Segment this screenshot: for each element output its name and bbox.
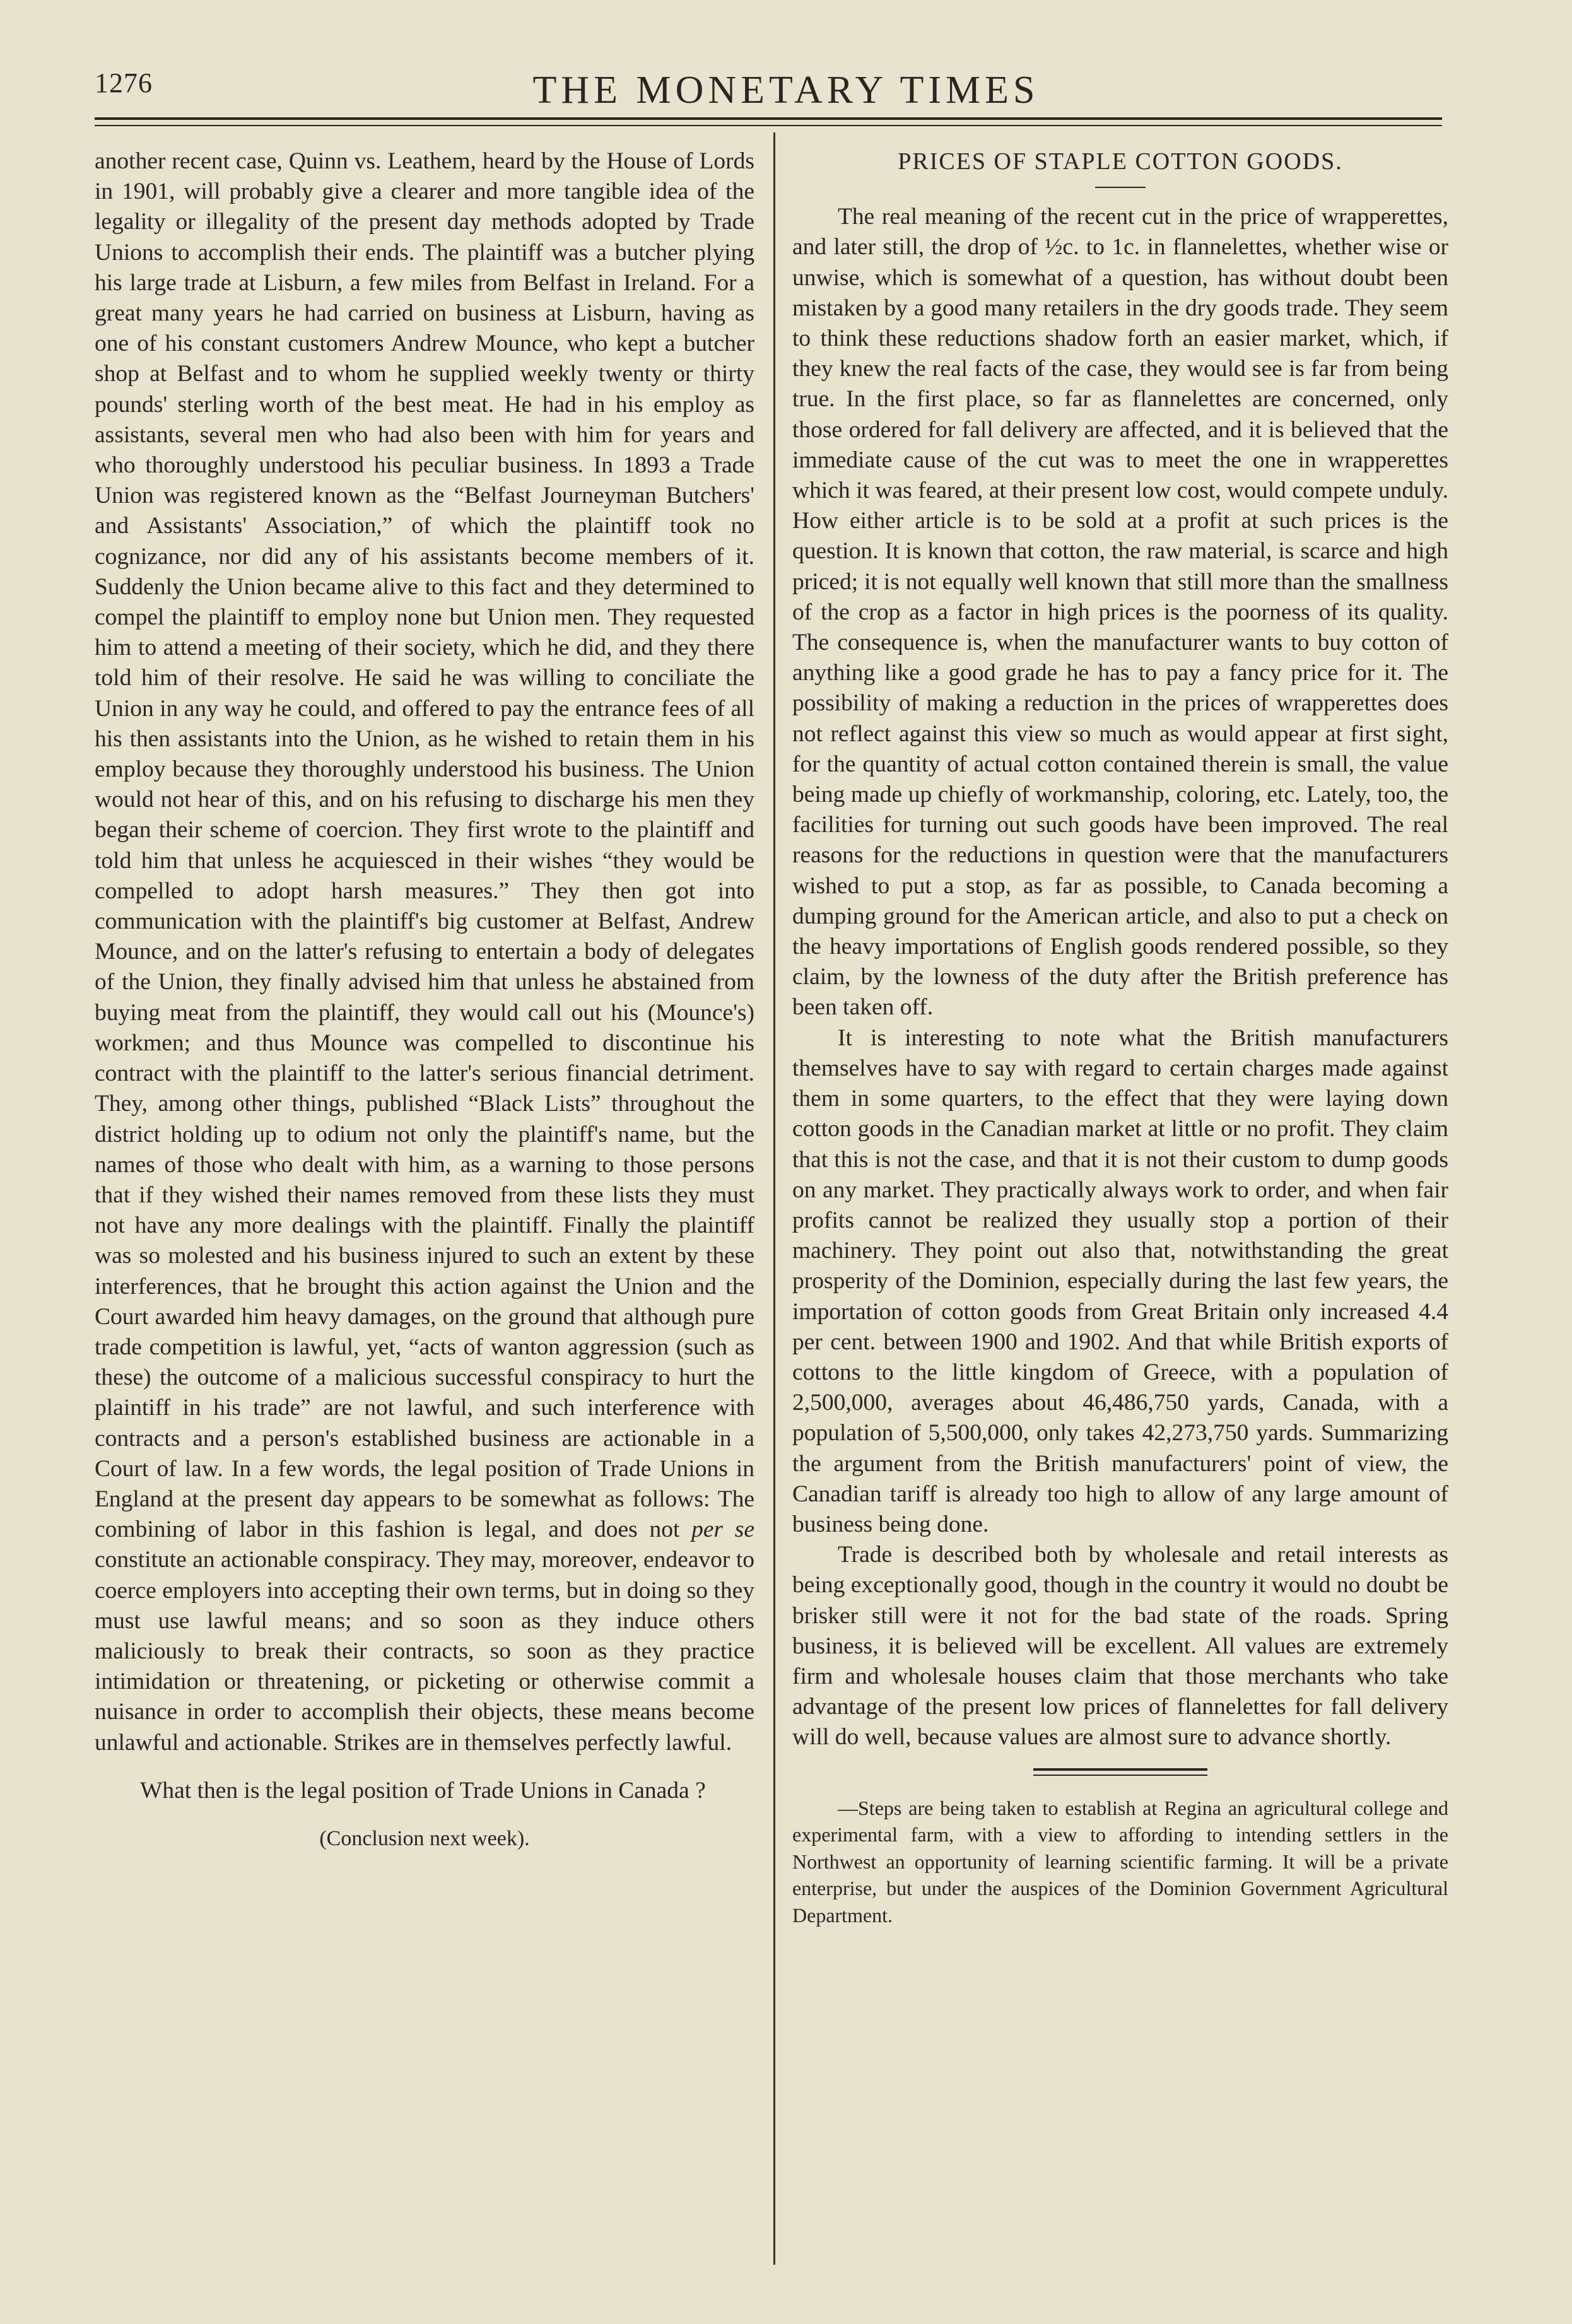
article-heading: PRICES OF STAPLE COTTON GOODS.	[898, 148, 1343, 175]
page-number: 1276	[95, 67, 153, 98]
continuation-note: (Conclusion next week).	[319, 1826, 530, 1850]
article-body: another recent case, Quinn vs. Leathem, heard by the House of Lords in 1901, will probably give a clearer and more tangible idea of the legality or illegality of the present day methods adopted by Trade Unions to accomplish their ends. The plaintiff was a butcher plying his large trade at Lisburn, a few miles from Belfast in Ireland. For a great many years he had carried on business at Lisburn, having as one of his constant customers Andrew Mounce, who kept a butcher shop at Belfast and to whom he supplied weekly twenty or thirty pounds' sterling worth of the best meat. He had in his employ as assistants, several men who had also been with him for years and who thoroughly understood his peculiar business. In 1893 a Trade Union was registered known as the “Belfast Journeyman Butchers' and Assistants' Association,” of which the plaintiff took no cognizance, nor did any of his assistants become members of it. Suddenly the Union became alive to this fact and they determined to compel the plaintiff to employ none but Union men. They requested him to attend a meeting of their society, which he did, and they there told him of their resolve. He said he was willing to conciliate the Union in any way he could, and offered to pay the entrance fees of all his then assistants into the Union, as he wished to retain them in his employ because they thoroughly understood his business. The Union would not hear of this, and on his refusing to discharge his men they began their scheme of coercion. They first wrote to the plaintiff and told him that unless he acquiesced in their wishes “they would be compelled to adopt harsh measures.” They then got into communication with the plaintiff's big customer at Belfast, Andrew Mounce, and on the latter's refusing to entertain a body of delegates of the Union, they finally advised him that unless he abstained from buying meat from the plaintiff, they would call out his (Mounce's) workmen; and thus Mounce was compelled to discontinue his contract with the plaintiff to the latter's serious financial detriment. They, among other things, published “Black Lists” throughout the district holding up to odium not only the plaintiff's name, but the names of those who dealt with him, as a warning to those persons that if they wished their names removed from these lists they must not have any more dealings with the plaintiff. Finally the plaintiff was so molested and his business injured to such an extent by these interferences, that he brought this action against the Union and the Court awarded him heavy damages, on the ground that although pure trade competition is lawful, yet, “acts of wanton aggression (such as these) the outcome of a malicious successful conspiracy to hurt the plaintiff in his trade” are not lawful, and such interference with contracts and a person's established business are actionable in a Court of law. In a few words, the legal position of Trade Unions in England at the present day appears to be somewhat as follows: The combining of labor in this fashion is legal, and does not	[95, 148, 754, 1543]
left-column	[95, 146, 754, 1854]
right-column	[792, 146, 1448, 1928]
masthead-rule-thin	[95, 125, 1442, 126]
article-paragraph: The real meaning of the recent cut in the price of wrapperettes, and later still, the drop of ½c. to 1c. in flannelettes, whether wise or unwise, which is somewhat of a question, has without doubt been mistaken by a good many retailers in the dry goods trade. They seem to think these reductions shadow forth an easier market, which, if they knew the real facts of the case, they would see is far from being true. In the first place, so far as flannelettes are concerned, only those ordered for fall delivery are affected, and it is believed that the immediate cause of the cut was to meet the one in wrapperettes which it was feared, at their present low cost, would compete unduly. How either article is to be sold at a profit at such prices is the question. It is known that cotton, the raw material, is scarce and high priced; it is not equally well known that still more than the smallness of the crop as a factor in high prices is the poorness of its quality. The consequence is, when the manufacturer wants to buy cotton of anything like a good grade he has to pay a fancy price for it. The possibility of making a reduction in the prices of wrapperettes does not reflect against this view so much as would appear at first sight, for the quantity of actual cotton contained therein is small, the value being made up chiefly of workmanship, coloring, etc. Lately, too, the facilities for turning out such goods have been improved. The real reasons for the reductions in question were that the manufacturers wished to put a stop, as far as possible, to Canada becoming a dumping ground for the American article, and also to put a check on the heavy importations of English goods rendered possible, so they claim, by the lowness of the duty after the British preference has been taken off.	[792, 204, 1448, 1021]
section-rule-thick	[1033, 1768, 1207, 1771]
article-paragraph: Trade is described both by wholesale and retail interests as being exceptionally good, though in the country it would no doubt be brisker still were it not for the bad state of the roads. Spring business, it is believed will be excellent. All values are extremely firm and wholesale houses claim that those merchants who take advantage of the present low prices of flannelettes for fall delivery will do well, because values are almost sure to advance shortly.	[792, 1542, 1448, 1751]
trade-union-article-text	[95, 146, 754, 1758]
news-brief: —Steps are being taken to establish at Regina an agricultural college and experimental farm, with a view to affording to intending settlers in the Northwest an opportunity of learning scientific farming. It will be a private enterprise, but under the auspices of the Dominion Government Agricultural Department.	[792, 1796, 1448, 1927]
section-rule-thin	[1033, 1775, 1207, 1776]
closing-question: What then is the legal position of Trade Unions in Canada ?	[140, 1777, 706, 1804]
article-paragraph: It is interesting to note what the British manufacturers themselves have to say with regard to certain charges made against them in some quarters, to the effect that they were laying down cotton goods in the Canadian market at little or no profit. They claim that this is not the case, and that it is not their custom to dump goods on any market. They practically always work to order, and when fair profits cannot be realized they usually stop a portion of their machinery. They point out also that, notwithstanding the great prosperity of the Dominion, especially during the last few years, the importation of cotton goods from Great Britain only increased 4.4 per cent. between 1900 and 1902. And that while British exports of cottons to the little kingdom of Greece, with a population of 2,500,000, averages about 46,486,750 yards, Canada, with a population of 5,500,000, only takes 42,273,750 yards. Summarizing the argument from the British manufacturers' point of view, the Canadian tariff is already too high to allow of any large amount of business being done.	[792, 1024, 1448, 1537]
paragraph-gap	[95, 1758, 754, 1776]
latin-phrase: per se	[691, 1517, 755, 1543]
masthead-title: THE MONETARY TIMES	[532, 69, 1040, 112]
article-body-continued: constitute an actionable conspiracy. They may, moreover, endeavor to coerce employers into accepting their own terms, but in doing so they must use lawful means; and so soon as they induce others maliciously to break their contracts, so soon as they practice intimidation or threatening, or picketing or otherwise commit a nuisance in order to accomplish their objects, these means become unlawful and actionable. Strikes are in themselves perfectly lawful.	[95, 1547, 754, 1756]
column-divider	[773, 132, 775, 2265]
heading-rule	[1095, 187, 1146, 188]
masthead-rule-thick	[95, 117, 1442, 120]
